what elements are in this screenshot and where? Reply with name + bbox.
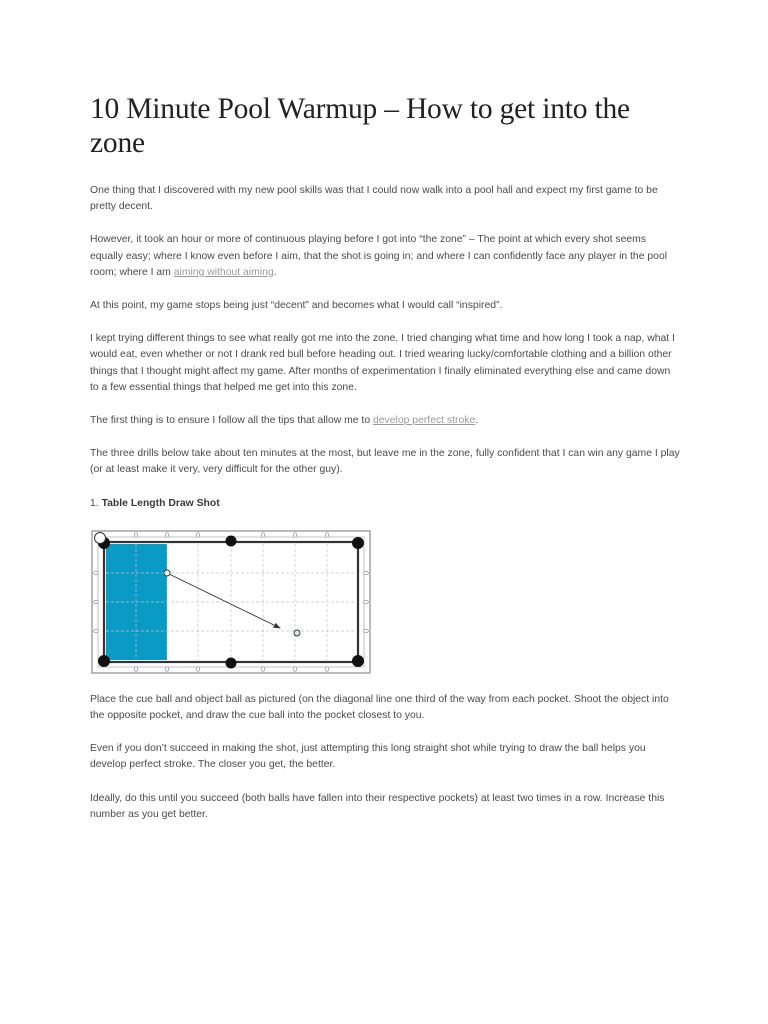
article [90,92,680,823]
develop-perfect-stroke-link[interactable]: develop perfect stroke [373,415,476,427]
aiming-without-aiming-link[interactable]: aiming without aiming [173,266,274,278]
pool-table-diagram [90,529,372,675]
paragraph-first-thing [90,413,680,429]
drill-number: 1. [90,497,99,509]
paragraph-zone [90,232,680,281]
object-ball [294,630,300,636]
article-title: 10 Minute Pool Warmup – How to get into the zone [90,93,630,159]
pool-table-svg [90,529,372,675]
paragraph-first-thing-text: The first thing is to ensure I follow all the tips that allow me to [90,415,373,427]
drill-heading [90,496,680,512]
paragraph-zone-text: However, it took an hour or more of continuous playing before I got into “the zone” – The point at which every shot seems equally easy; where I know even before I aim, that the shot is going in; and where I can confidently face any player in the pool room; where I am [90,234,668,278]
cue-ball [164,570,170,576]
pocketed-cue-ball [95,532,106,543]
drill-title: Table Length Draw Shot [101,497,220,509]
paragraph-first-thing-end: . [475,415,479,427]
paragraph-zone-end: . [273,266,277,278]
paragraph-experiment: I kept trying different things to see what really got me into the zone. I tried changing what time and how long I took a nap, what I would eat, even whether or not I drank red bull before heading out. I tried wearing lucky/comfortable clothing and a billion other things that I thought might affect my game. After months of experimentation I finally eliminated everything else and came down to a few essential things that helped me get into this zone. [90,333,675,393]
paragraph-perfect-stroke: Even if you don’t succeed in making the shot, just attempting this long straight shot while trying to draw the ball helps you develop perfect stroke. The closer you get, the better. [90,743,646,771]
paragraph-inspired: At this point, my game stops being just “decent” and becomes what I would call “inspired”. [90,300,503,312]
paragraph-placement: Place the cue ball and object ball as pictured (on the diagonal line one third of the way from each pocket. Shoot the object into the opposite pocket, and draw the cue ball into the pocket closest to you. [90,693,669,722]
paragraph-three-drills: The three drills below take about ten minutes at the most, but leave me in the zone, fully confident that I can win any game I play (or at least make it very, very difficult for the other guy). [90,448,680,476]
paragraph-intro: One thing that I discovered with my new pool skills was that I could now walk into a pool hall and expect my first game to be pretty decent. [90,185,658,213]
paragraph-repeat: Ideally, do this until you succeed (both balls have fallen into their respective pockets) at least two times in a row. Increase this number as you get better. [90,792,665,820]
